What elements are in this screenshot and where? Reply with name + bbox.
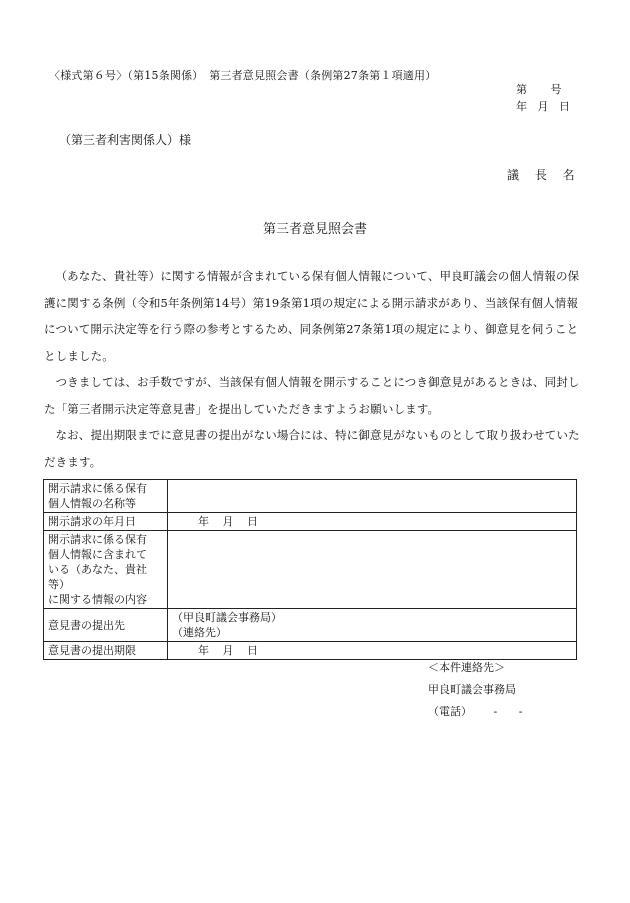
contact-heading: ＜本件連絡先＞ xyxy=(428,661,505,674)
sender-name: 議 長 名 xyxy=(507,168,575,182)
information-table xyxy=(43,479,577,660)
document-date: 年 月 日 xyxy=(516,100,570,113)
contact-phone: （電話） - - xyxy=(428,705,523,718)
table-row xyxy=(44,513,577,531)
body-text xyxy=(44,263,584,475)
row-label: 開示請求に係る保有 個人情報に含まれて いる（あなた、貴社等） に関する情報の内容 xyxy=(44,531,168,609)
table-row xyxy=(44,531,577,609)
paragraph: なお、提出期限までに意見書の提出がない場合には、特に御意見がないものとして取り扱わせていただきます。 xyxy=(44,428,580,469)
row-label: 意見書の提出期限 xyxy=(44,642,168,660)
document-title: 第三者意見照会書 xyxy=(262,222,367,237)
row-value: 年 月 日 xyxy=(168,642,577,660)
row-value: 年 月 日 xyxy=(168,513,577,531)
form-header: 〈様式第６号〉（第15条関係） 第三者意見照会書（条例第27条第１項適用） xyxy=(49,69,437,82)
row-value xyxy=(168,531,577,609)
contact-office: 甲良町議会事務局 xyxy=(428,683,516,696)
contact-block xyxy=(428,659,522,725)
row-label: 開示請求の年月日 xyxy=(44,513,168,531)
table-row xyxy=(44,609,577,642)
paragraph: つきましては、お手数ですが、当該保有個人情報を開示することにつき御意見があるときは、同封した「第三者開示決定等意見書」を提出していただきますようお願いします。 xyxy=(44,375,580,416)
row-value xyxy=(168,480,577,513)
addressee: （第三者利害関係人）様 xyxy=(59,133,192,147)
row-label: 開示請求に係る保有 個人情報の名称等 xyxy=(44,480,168,513)
paragraph: （あなた、貴社等）に関する情報が含まれている保有個人情報について、甲良町議会の個人情報の保護に関する条例（令和5年条例第14号）第19条第1項の規定による開示請求があり、当該保有個人情報について開示決定等を行う際の参考とするため、同条例第27条第1項の規定により、御意見を伺うこととしました。 xyxy=(44,269,580,363)
document-number: 第 号 xyxy=(516,83,562,96)
row-label: 意見書の提出先 xyxy=(44,609,168,642)
row-value: （甲良町議会事務局） （連絡先） xyxy=(168,609,577,642)
table-row xyxy=(44,642,577,660)
table-row xyxy=(44,480,577,513)
